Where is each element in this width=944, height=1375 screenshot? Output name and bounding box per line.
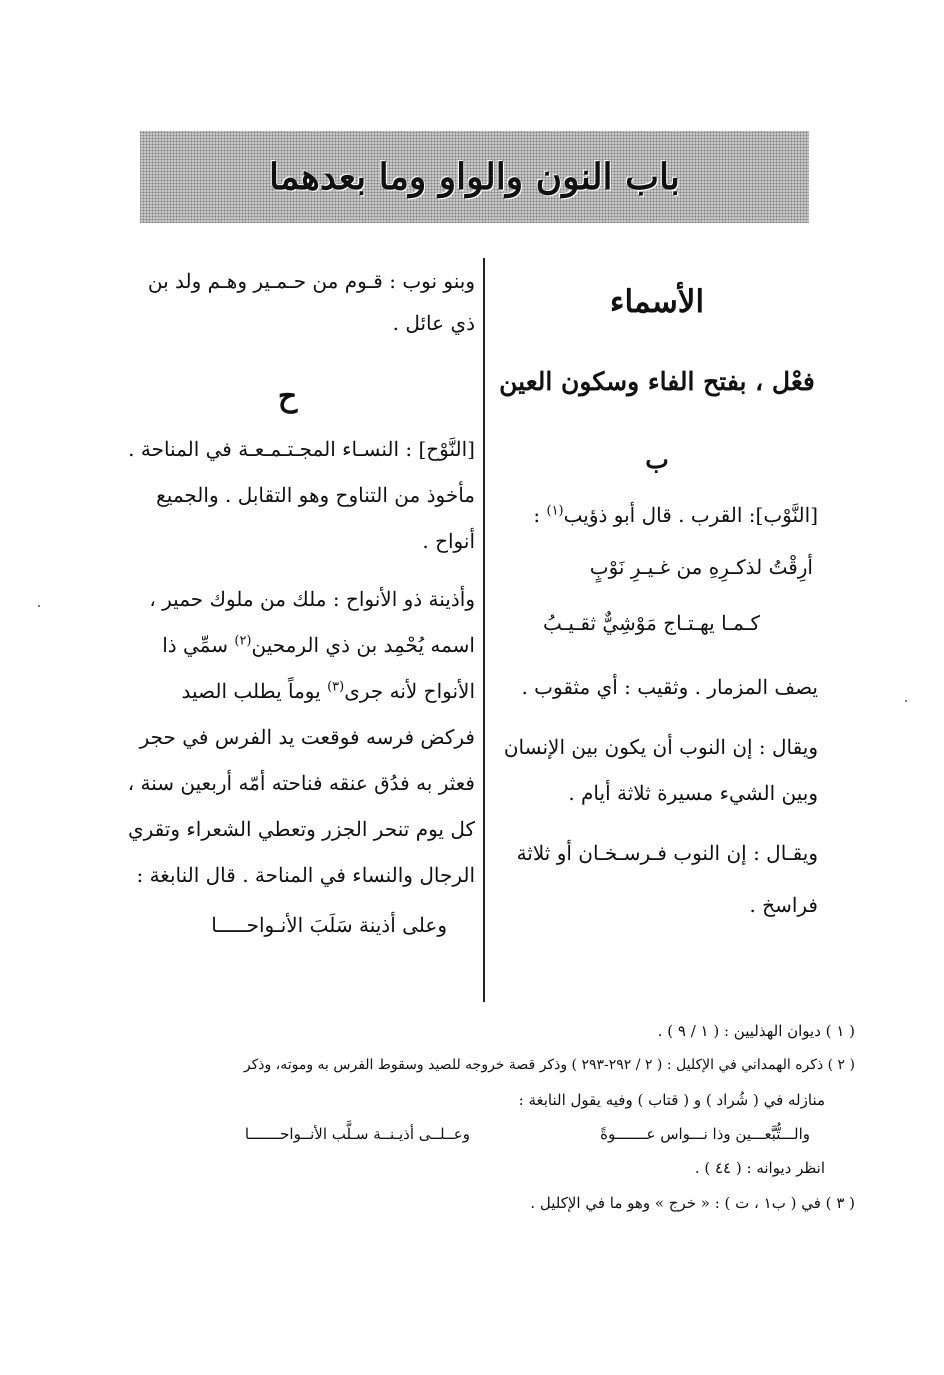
udhayna-line3 <box>100 679 475 725</box>
verse-line-1: أرِقْتُ لذكـرِهِ من غـيـرِ نَوْبٍ <box>589 555 813 579</box>
nawh-line3: أنواح . <box>422 529 475 553</box>
udhayna-line2-end: سمِّي ذا <box>162 633 235 657</box>
footnote-2-line1: ( ٢ ) ذكره الهمداني في الإكليل : ( ٢ / ٢٩٢-٢٩٣ ) وذكر قصة خروجه للصيد وسقوط الفرس به وموته، وذكر <box>243 1057 855 1073</box>
pattern-title: فعْل ، بفتح الفاء وسكون العين <box>499 367 815 396</box>
chapter-banner <box>140 131 809 223</box>
footnote-3: ( ٣ ) في ( ب١ ، ت ) : « خرج » وهو ما في الإكليل . <box>530 1194 855 1212</box>
udhayna-line5: فعثر به فدُق عنقه فناحته أمّه أربعين سنة ، <box>127 771 475 795</box>
footnote-ref-2: (٢) <box>234 633 252 649</box>
nabigha-verse: وعلى أذينة سَلَبَ الأنـواحـــــا <box>211 913 447 937</box>
column-divider <box>483 258 485 1002</box>
footnote-2-line4: انظر ديوانه : ( ٤٤ ) . <box>694 1159 825 1177</box>
saying-2b: فراسخ . <box>749 893 818 917</box>
banu-nawb-line2: ذي عائل . <box>392 311 475 335</box>
letter-heading-ba: ب <box>645 445 669 474</box>
udhayna-line3-text: الأنواح لأنه جرى <box>344 679 475 703</box>
footnote-2-verse-left: وعــلــى أذيـنــة سـلَّب الأنــواحـــــــا <box>244 1125 470 1143</box>
saying-1b: وبين الشيء مسيرة ثلاثة أيام . <box>568 781 818 805</box>
letter-heading-ha: ح <box>277 379 298 414</box>
right-column <box>496 272 818 933</box>
scan-speck <box>905 700 907 702</box>
udhayna-line1: وأذينة ذو الأنواح : ملك من ملوك حمير ، <box>149 587 475 611</box>
entry-nawb-colon: : <box>533 503 541 527</box>
entry-nawb-text: [النَّوْب]: القرب . قال أبو ذؤيب <box>563 503 818 527</box>
entry-nawb <box>496 503 818 541</box>
udhayna-line3-end: يوماً يطلب الصيد <box>181 679 328 703</box>
saying-2a: ويقـال : إن النوب فـرسـخـان أو ثلاثة <box>516 841 818 865</box>
banu-nawb-line1: وبنو نوب : قـوم من حـمـير وهـم ولد بن <box>147 269 475 293</box>
chapter-title: باب النون والواو وما بعدهما <box>269 156 680 198</box>
gloss: يصف المزمار . وثقيب : أي مثقوب . <box>521 675 818 699</box>
footnote-1: ( ١ ) ديوان الهذليين : ( ١ / ٩ ) . <box>657 1022 855 1040</box>
left-column <box>100 255 475 953</box>
verse-line-2: كـمـا يهـتـاج مَوْشِيٌّ ثقـيـبُ <box>542 611 760 635</box>
section-title: الأسماء <box>609 284 705 320</box>
udhayna-line7: الرجال والنساء في المناحة . قال النابغة : <box>136 863 475 887</box>
footnote-ref-1: (١) <box>546 503 564 519</box>
nawh-line2: مأخوذ من التناوح وهو التقابل . والجميع <box>156 483 475 507</box>
nawh-line1: [النَّوْح] : النسـاء المجـتـمـعـة في المناحة . <box>128 437 475 461</box>
udhayna-line6: كل يوم تنحر الجزر وتعطي الشعراء وتقري <box>127 817 475 841</box>
udhayna-line4: فركض فرسه فوقعت يد الفرس في حجر <box>139 725 475 749</box>
udhayna-line2 <box>100 633 475 679</box>
saying-1a: ويقال : إن النوب أن يكون بين الإنسان <box>503 735 818 759</box>
footnote-2-line2: منازله في ( شُراد ) و ( قتاب ) وفيه يقول النابغة : <box>518 1091 825 1109</box>
udhayna-line2-text: اسمه يُحْمِد بن ذي الرمحين <box>251 633 475 657</box>
footnote-ref-3: (٣) <box>327 679 345 695</box>
footnote-2-verse-right: والـــتُّبَّعـــين وذا نـــواس عـــــــوةً <box>600 1125 810 1143</box>
scan-speck <box>38 605 40 607</box>
